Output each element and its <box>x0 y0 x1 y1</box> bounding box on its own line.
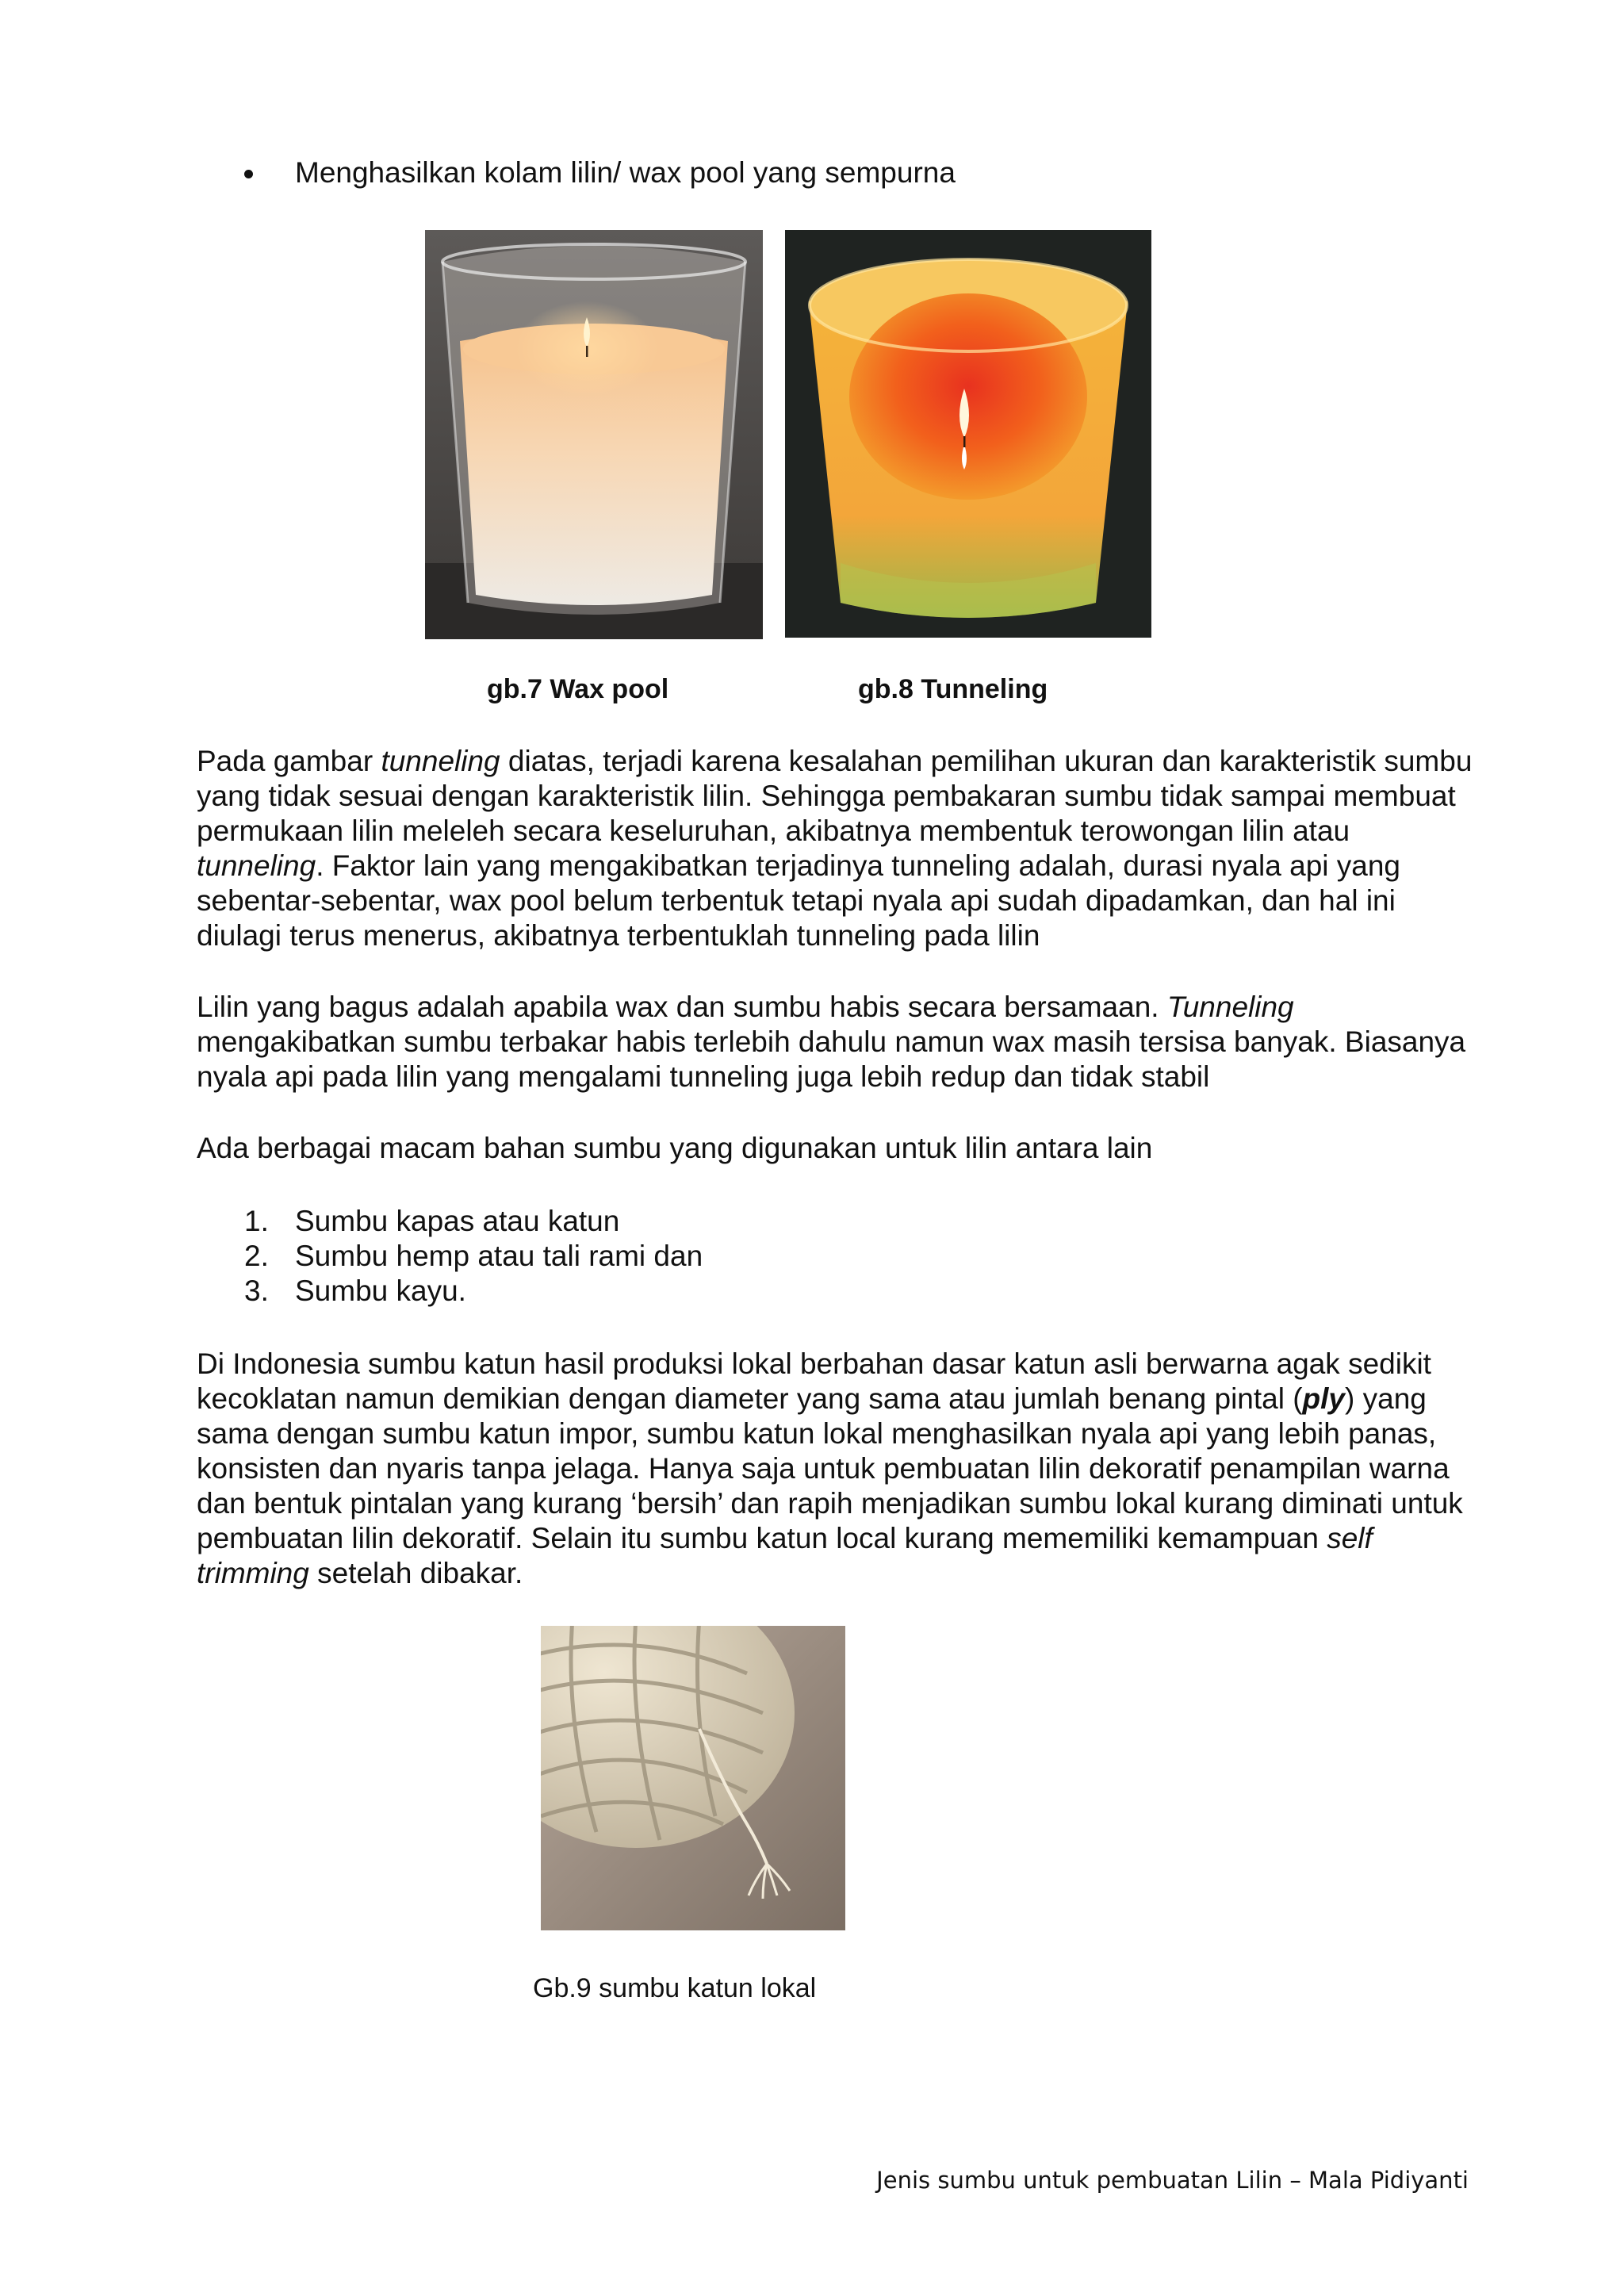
bullet-text: Menghasilkan kolam lilin/ wax pool yang sempurna <box>295 156 956 189</box>
figure-caption-gb8: gb.8 Tunneling <box>858 674 1048 704</box>
document-page: Menghasilkan kolam lilin/ wax pool yang sempurna gb.7 Wax pool gb.8 Tunneling Pada gambar tunneling diatas, terjadi karena kesalahan pemilihan ukuran dan karakteristik sumbu yang tidak sesuai dengan karakteristik lilin. Sehingga pembakaran sumbu tidak sampai membuat permukaan lilin meleleh secara keseluruhan, akibatnya membentuk terowongan lilin atau tunneling. Faktor lain yang mengakibatkan terjadinya tunneling adalah, durasi nyala api yang sebentar-sebentar, wax pool belum terbentuk tetapi nyala api sudah dipadamkan, dan hal ini diulagi terus menerus, akibatnya terbentuklah tunneling pada lilin Lilin yang bagus adalah apabila wax dan sumbu habis secara bersamaan. Tunneling mengakibatkan sumbu terbakar habis terlebih dahulu namun wax masih tersisa banyak. Biasanya nyala api pada lilin yang mengalami tunneling juga lebih redup dan tidak stabil Ada berbagai macam bahan sumbu yang digunakan untuk lilin antara lain 1. Sumbu kapas atau katun 2. Sumbu hemp atau tali rami dan 3. Sumbu kayu. Di Indonesia sumbu katun hasil produksi lokal berbahan dasar katun asli berwarna agak sedikit kecoklatan namun demikian dengan diameter yang sama atau jumlah benang pintal (ply) yang sama dengan sumbu katun impor, sumbu katun lokal menghasilkan nyala api yang lebih panas, konsisten dan nyaris tanpa jelaga. Hanya saja untuk pembuatan lilin dekoratif penampilan warna dan bentuk pintalan yang kurang ‘bersih’ dan rapih menjadikan sumbu lokal kurang diminati untuk pembuatan lilin dekoratif. Selain itu sumbu katun local kurang mememiliki kemampuan self trimming setelah dibakar. Gb.9 sumbu katun lokal Jenis sumbu untuk pembuatan Lilin – Mala Pidiyanti <box>0 0 1624 2296</box>
page-footer: Jenis sumbu untuk pembuatan Lilin – Mala Pidiyanti <box>876 2167 1469 2194</box>
paragraph-good-candle: Lilin yang bagus adalah apabila wax dan sumbu habis secara bersamaan. Tunneling mengakibatkan sumbu terbakar habis terlebih dahulu namun wax masih tersisa banyak. Biasanya nyala api pada lilin yang mengalami tunneling juga lebih redup dan tidak stabil <box>197 991 1466 1093</box>
figure-caption-gb7: gb.7 Wax pool <box>487 674 669 704</box>
tunneling-photo <box>785 230 1151 638</box>
paragraph-tunneling-cause: Pada gambar tunneling diatas, terjadi karena kesalahan pemilihan ukuran dan karakteristik sumbu yang tidak sesuai dengan karakteristik lilin. Sehingga pembakaran sumbu tidak sampai membuat permukaan lilin meleleh secara keseluruhan, akibatnya membentuk terowongan lilin atau tunneling. Faktor lain yang mengakibatkan terjadinya tunneling adalah, durasi nyala api yang sebentar-sebentar, wax pool belum terbentuk tetapi nyala api sudah dipadamkan, dan hal ini diulagi terus menerus, akibatnya terbentuklah tunneling pada lilin <box>197 745 1473 952</box>
figure-caption-gb9: Gb.9 sumbu katun lokal <box>533 1973 817 2003</box>
cotton-wick-photo <box>541 1626 845 1930</box>
wax-pool-photo <box>425 230 763 639</box>
bullet-dot-icon <box>244 170 253 178</box>
paragraph-local-cotton-wick: Di Indonesia sumbu katun hasil produksi lokal berbahan dasar katun asli berwarna agak sedikit kecoklatan namun demikian dengan diameter yang sama atau jumlah benang pintal (ply) yang sama dengan sumbu katun impor, sumbu katun lokal menghasilkan nyala api yang lebih panas, konsisten dan nyaris tanpa jelaga. Hanya saja untuk pembuatan lilin dekoratif penampilan warna dan bentuk pintalan yang kurang ‘bersih’ dan rapih menjadikan sumbu lokal kurang diminati untuk pembuatan lilin dekoratif. Selain itu sumbu katun local kurang mememiliki kemampuan self trimming setelah dibakar. <box>197 1347 1463 1589</box>
paragraph-wick-materials: Ada berbagai macam bahan sumbu yang digunakan untuk lilin antara lain <box>197 1132 1153 1164</box>
